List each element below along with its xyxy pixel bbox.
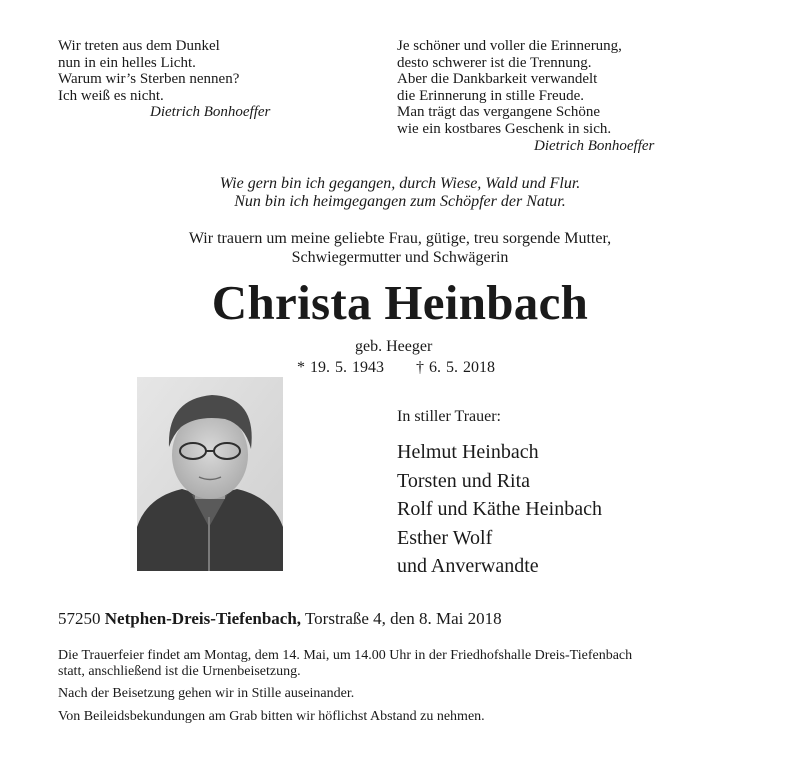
mourner-name: Esther Wolf [397, 526, 493, 549]
funeral-note-line: statt, anschließend ist die Urnenbeisetzung. [58, 664, 301, 679]
poem-left-line: Wir treten aus dem Dunkel [58, 38, 220, 54]
funeral-note-line: Die Trauerfeier findet am Montag, dem 14. Mai, um 14.00 Uhr in der Friedhofshalle Dreis-Tiefenbach [58, 648, 633, 663]
poem-right-line: die Erinnerung in stille Freude. [397, 87, 585, 104]
address-line [58, 609, 502, 629]
mourner-name: Helmut Heinbach [397, 441, 539, 463]
life-dates [297, 359, 505, 377]
mourners-heading: In stiller Trauer: [397, 408, 501, 425]
poem-left-line: nun in ein helles Licht. [58, 54, 196, 71]
poem-right-line: Aber die Dankbarkeit verwandelt [397, 71, 598, 88]
poem-right-line: wie ein kostbares Geschenk in sich. [397, 120, 612, 137]
poem-right-line: Je schöner und voller die Erinnerung, [397, 38, 622, 54]
mourning-line: Wir trauern um meine geliebte Frau, gütige, treu sorgende Mutter, [188, 230, 612, 247]
address-town: Netphen-Dreis-Tiefenbach, [104, 609, 302, 628]
portrait-image [137, 377, 283, 571]
request-note-line: Von Beileidsbekundungen am Grab bitten wir höflichst Abstand zu nehmen. [58, 709, 485, 724]
verse-line: Wie gern bin ich gegangen, durch Wiese, Wald und Flur. [219, 175, 581, 192]
address-postcode: 57250 [58, 609, 101, 628]
mourning-text [0, 229, 800, 267]
mourner-name: und Anverwandte [397, 555, 539, 577]
mourner-name: Rolf und Käthe Heinbach [397, 498, 602, 520]
poem-right-author: Dietrich Bonhoeffer [534, 137, 655, 154]
after-note [58, 686, 354, 702]
poem-left-line: Ich weiß es nicht. [58, 87, 164, 104]
verse-line: Nun bin ich heimgegangen zum Schöpfer der Natur. [234, 193, 566, 210]
nee: geb. Heeger [355, 338, 433, 355]
portrait-photo [137, 377, 283, 571]
poem-right-line: Man trägt das vergangene Schöne [397, 104, 600, 121]
after-note-line: Nach der Beisetzung gehen wir in Stille auseinander. [58, 686, 355, 701]
address-rest: Torstraße 4, den 8. Mai 2018 [304, 609, 502, 628]
mourner-name: Torsten und Rita [397, 469, 531, 492]
mourners-list [397, 438, 602, 581]
poem-left-line: Warum wir’s Sterben nennen? [58, 71, 240, 88]
verse [0, 175, 800, 211]
poem-right [397, 38, 654, 154]
funeral-note [58, 648, 632, 680]
death-date: † 6. 5. 2018 [416, 359, 495, 376]
poem-right-line: desto schwerer ist die Trennung. [397, 54, 592, 71]
request-note [58, 709, 485, 725]
deceased-name: Christa Heinbach [211, 275, 589, 330]
poem-left-author: Dietrich Bonhoeffer [150, 104, 271, 121]
poem-left [58, 38, 270, 121]
mourning-line: Schwiegermutter und Schwägerin [291, 249, 509, 266]
birth-date: * 19. 5. 1943 [297, 359, 384, 376]
